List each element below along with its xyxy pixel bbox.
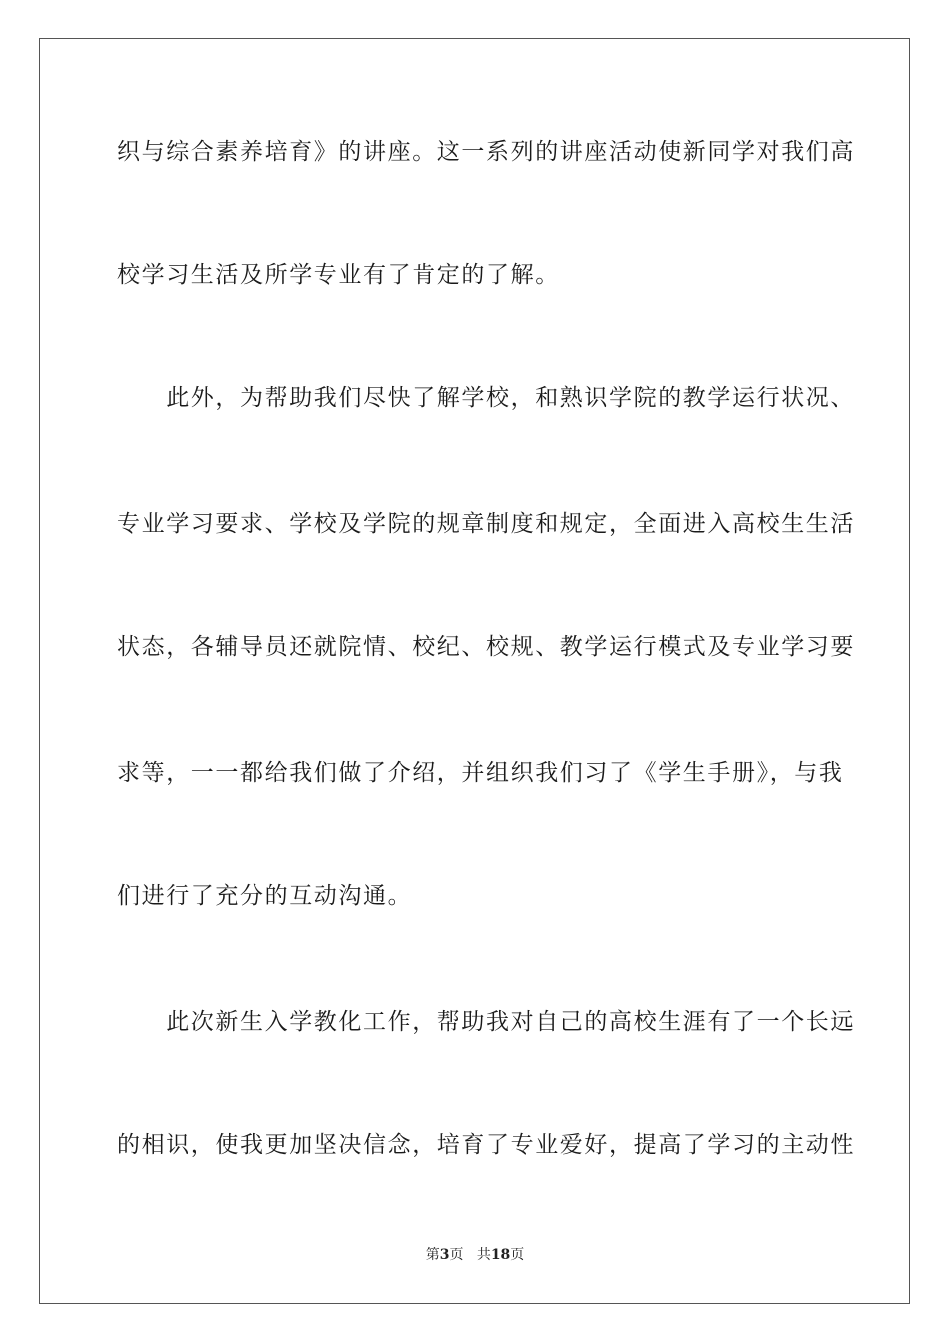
body-text-line-7: 们进行了充分的互动沟通。 bbox=[117, 883, 413, 909]
body-text-line-1: 织与综合素养培育》的讲座。这一系列的讲座活动使新同学对我们高 bbox=[117, 139, 855, 165]
body-text-line-2: 校学习生活及所学专业有了肯定的了解。 bbox=[117, 262, 560, 288]
body-text-line-3: 此外，为帮助我们尽快了解学校，和熟识学院的教学运行状况、 bbox=[117, 385, 855, 411]
body-text-line-4: 专业学习要求、学校及学院的规章制度和规定，全面进入高校生生活 bbox=[117, 511, 855, 537]
total-pages: 18 bbox=[490, 1247, 511, 1263]
page-frame bbox=[39, 38, 910, 1304]
total-suffix: 页 bbox=[510, 1247, 525, 1263]
total-prefix: 共 bbox=[476, 1247, 491, 1263]
body-text-line-8: 此次新生入学教化工作，帮助我对自己的高校生涯有了一个长远 bbox=[117, 1009, 855, 1035]
page-prefix: 第 bbox=[425, 1247, 440, 1263]
body-text-line-6: 求等，一一都给我们做了介绍，并组织我们习了《学生手册》，与我 bbox=[117, 760, 844, 786]
body-text-line-9: 的相识，使我更加坚决信念，培育了专业爱好，提高了学习的主动性 bbox=[117, 1132, 855, 1158]
page-footer bbox=[0, 1245, 950, 1265]
page-number: 3 bbox=[439, 1247, 450, 1263]
body-text-line-5: 状态，各辅导员还就院情、校纪、校规、教学运行模式及专业学习要 bbox=[117, 634, 855, 660]
page-suffix: 页 bbox=[449, 1247, 464, 1263]
